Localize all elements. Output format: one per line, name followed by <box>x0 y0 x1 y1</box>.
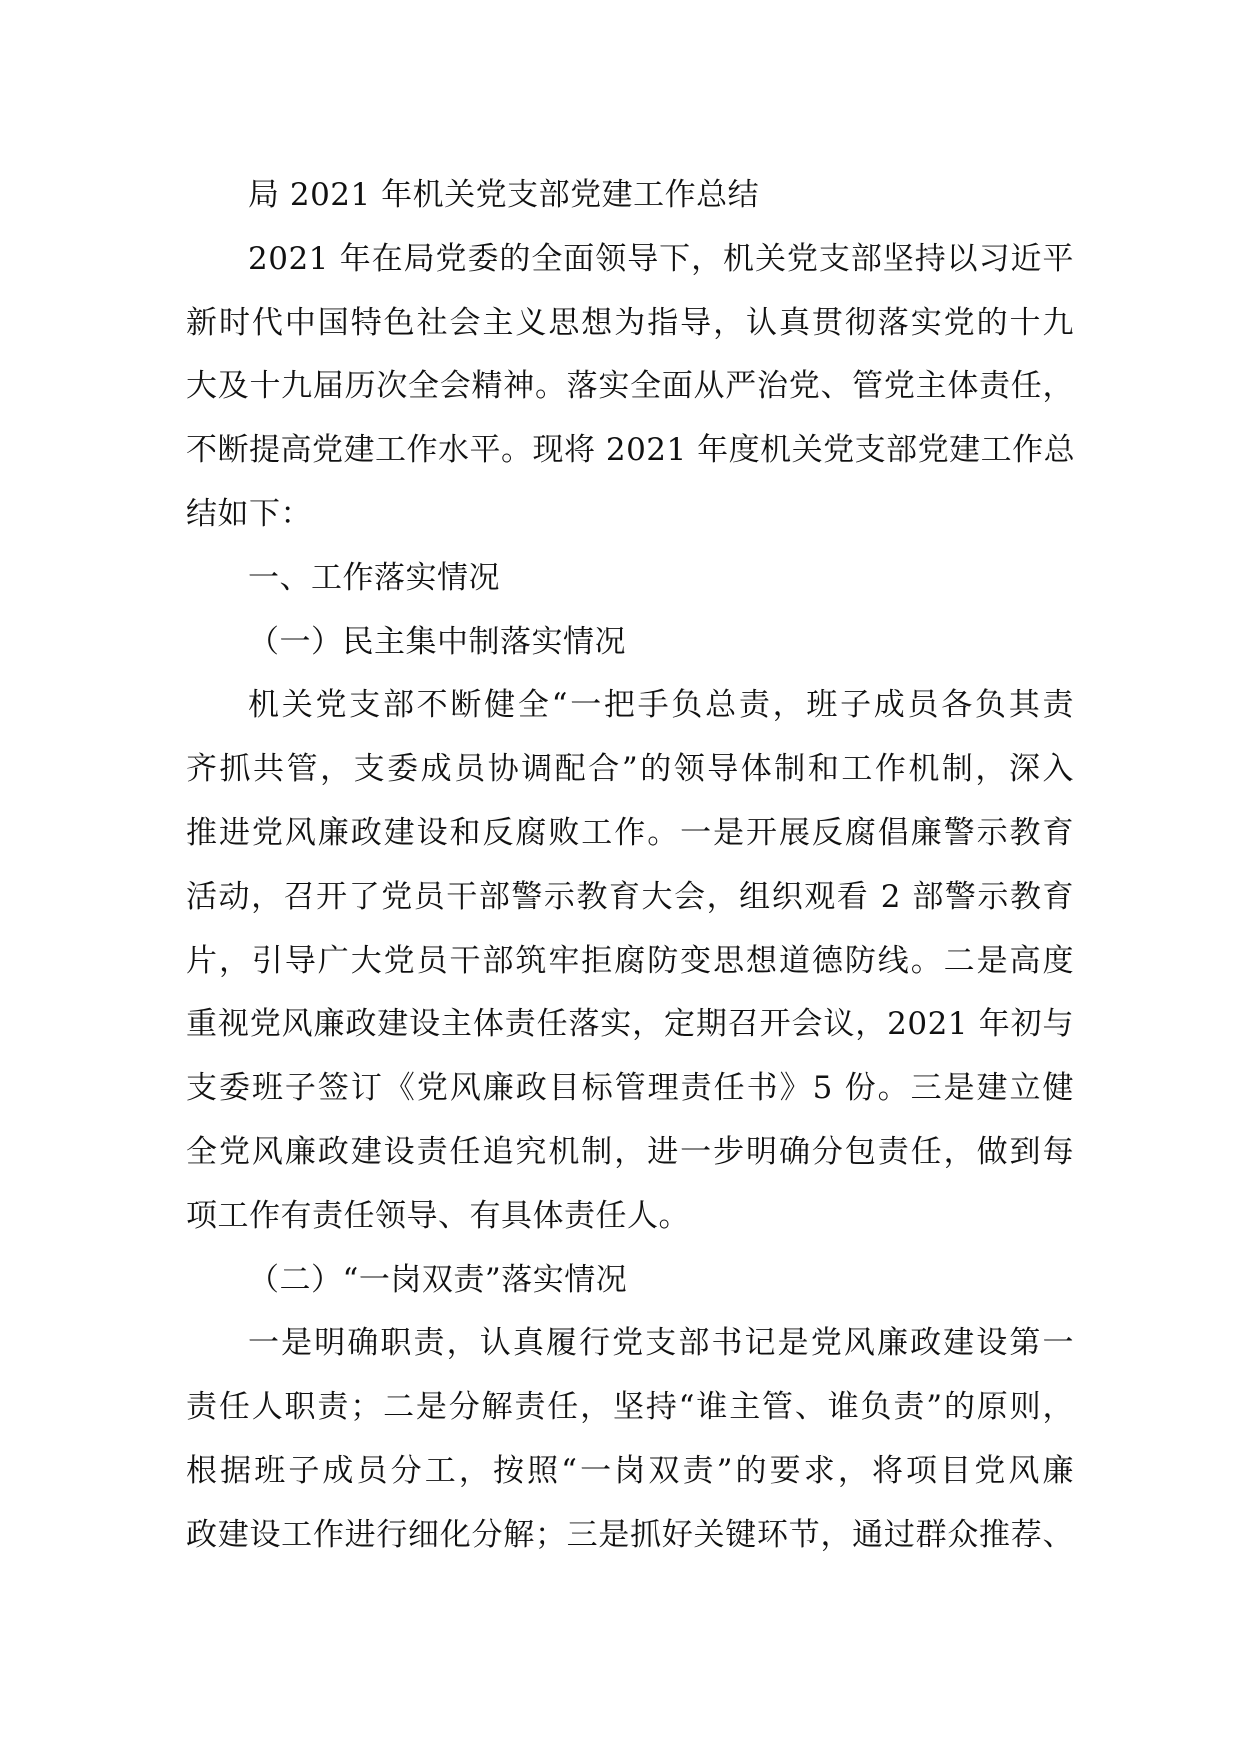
paragraph-line: 活动，召开了党员干部警示教育大会，组织观看 2 部警示教育 <box>186 878 1074 915</box>
paragraph-line: 重视党风廉政建设主体责任落实，定期召开会议，2021 年初与 <box>186 1006 1074 1043</box>
paragraph-line: 推进党风廉政建设和反腐败工作。一是开展反腐倡廉警示教育 <box>186 814 1074 851</box>
document-body <box>186 164 1074 1568</box>
paragraph-line: 片，引导广大党员干部筑牢拒腐防变思想道德防线。二是高度 <box>186 942 1074 979</box>
paragraph-line: 支委班子签订《党风廉政目标管理责任书》5 份。三是建立健 <box>186 1070 1074 1107</box>
paragraph-line: 政建设工作进行细化分解；三是抓好关键环节，通过群众推荐、 <box>186 1516 1074 1553</box>
paragraph-line: 全党风廉政建设责任追究机制，进一步明确分包责任，做到每 <box>186 1133 1074 1170</box>
paragraph-line: 新时代中国特色社会主义思想为指导，认真贯彻落实党的十九 <box>186 304 1074 341</box>
section-heading: 一、工作落实情况 <box>248 559 500 596</box>
paragraph-line: 根据班子成员分工，按照“一岗双责”的要求，将项目党风廉 <box>186 1452 1074 1489</box>
paragraph-line: 2021 年在局党委的全面领导下，机关党支部坚持以习近平 <box>248 240 1074 277</box>
paragraph-line: 齐抓共管，支委成员协调配合”的领导体制和工作机制，深入 <box>186 751 1074 788</box>
paragraph-line: 大及十九届历次全会精神。落实全面从严治党、管党主体责任， <box>186 368 1074 405</box>
paragraph-line: 项工作有责任领导、有具体责任人。 <box>186 1197 690 1234</box>
subsection-heading: （二）“一岗双责”落实情况 <box>248 1261 628 1298</box>
subsection-heading: （一）民主集中制落实情况 <box>248 623 626 660</box>
paragraph-line: 责任人职责；二是分解责任，坚持“谁主管、谁负责”的原则， <box>186 1389 1074 1426</box>
paragraph-line: 机关党支部不断健全“一把手负总责，班子成员各负其责 <box>248 687 1074 724</box>
document-title: 局 2021 年机关党支部党建工作总结 <box>248 177 760 213</box>
paragraph-line: 一是明确职责，认真履行党支部书记是党风廉政建设第一 <box>248 1325 1074 1362</box>
paragraph-line: 不断提高党建工作水平。现将 2021 年度机关党支部党建工作总 <box>186 432 1076 469</box>
paragraph-line: 结如下： <box>186 495 312 532</box>
